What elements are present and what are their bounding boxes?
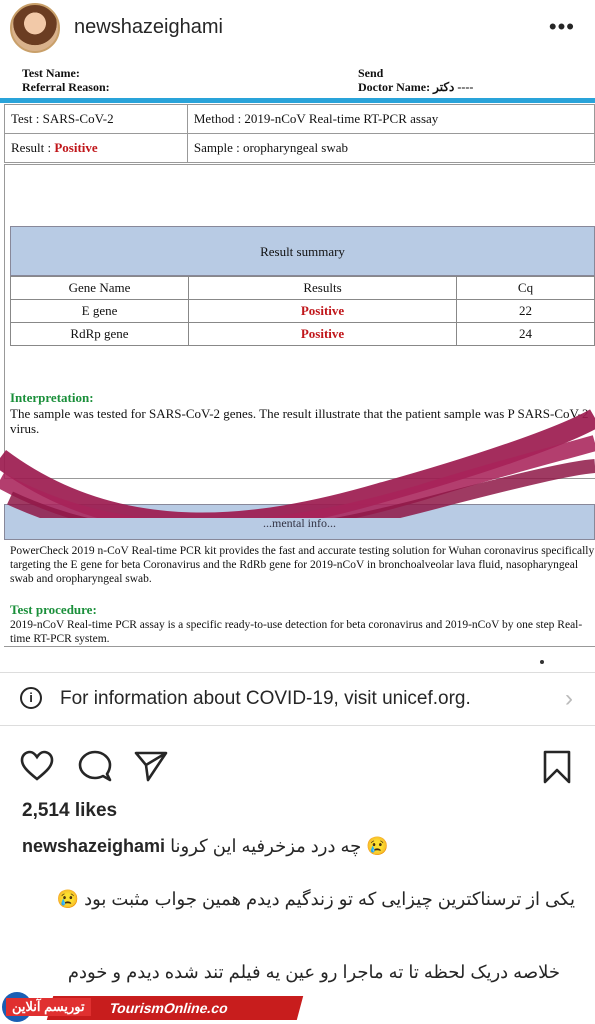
covid-info-banner[interactable] [0,672,595,726]
gene-results-table [10,276,595,346]
interpretation-heading: Interpretation: [10,390,94,405]
gene-name-cell: E gene [11,300,189,323]
post-username[interactable]: newshazeighami [74,16,223,38]
post-actions [0,744,595,788]
avatar[interactable] [10,3,60,53]
column-header-results: Results [189,277,457,300]
post-header [0,0,595,58]
table-header-row [11,277,595,300]
test-procedure-heading: Test procedure: [10,602,97,617]
doc-header [0,58,595,100]
caption-text-3: خلاصه دریک لحظه تا ته ماجرا رو عین یه فیلم تند شده دیدم و خودم [67,962,560,982]
caption-line-1 [22,836,582,857]
gene-cq-cell: 22 [457,300,595,323]
result-value: Positive [54,140,98,155]
column-header-cq: Cq [457,277,595,300]
doc-divider [0,98,595,103]
doc-bottom-border [4,646,595,647]
gene-cq-cell: 24 [457,323,595,346]
redaction-scribble [0,398,595,518]
column-header-gene: Gene Name [11,277,189,300]
test-name-label: Test Name: [22,66,80,80]
kit-info-band: ...mental info... [4,504,595,540]
test-info-table [4,104,595,163]
test-procedure-text: 2019-nCoV Real-time PCR assay is a specific ready-to-use detection for beta coronavirus and 2019-nCoV by one step Real-time RT-PCR system. [10,619,583,645]
share-icon[interactable] [134,750,168,782]
caption-text-1: چه درد مزخرفیه این کرونا 😢 [170,836,389,856]
gene-result-cell: Positive [189,300,457,323]
caption-text-2: یکی از ترسناکترین چیزایی که تو زندگیم دیدم همین جواب مثبت بود 😢 [56,889,575,909]
heart-icon[interactable] [20,750,54,782]
table-row [11,300,595,323]
result-summary-title: Result summary [10,226,595,276]
referral-reason-label: Referral Reason: [22,80,110,94]
test-cell: Test : SARS-CoV-2 [5,105,188,134]
doctor-name-label: Doctor Name: دکتر ---- [358,80,474,94]
chevron-right-icon: › [565,685,573,712]
more-options-icon[interactable]: ••• [548,14,575,39]
carousel-indicator [540,660,544,664]
kit-description: PowerCheck 2019 n-CoV Real-time PCR kit provides the fast and accurate testing solution for Wuhan coronavirus specifically targeting the E gene for beta Coronavirus and the RdRb gene for 2019-nCoV in bronchoalveolar lava fluid, nasopharyngeal swab and oropharyngeal swab. [10,545,595,585]
covid-info-text: For information about COVID-19, visit unicef.org. [60,688,471,709]
post-image[interactable] [0,58,595,650]
method-cell: Method : 2019-nCoV Real-time RT-PCR assay [187,105,594,134]
watermark-en-text: TourismOnline.co [107,1000,231,1016]
info-icon: i [20,687,42,709]
result-label: Result : [11,140,55,155]
caption-username[interactable]: newshazeighami [22,836,166,856]
sample-cell: Sample : oropharyngeal swab [187,134,594,163]
gene-result-cell: Positive [189,323,457,346]
watermark-fa-text: توریسم آنلاین [6,998,91,1016]
bookmark-icon[interactable] [542,750,572,784]
watermark-logo [0,990,300,1024]
send-label: Send [358,66,384,80]
likes-count[interactable]: 2,514 likes [22,800,118,821]
interpretation-text: The sample was tested for SARS-CoV-2 genes. The result illustrate that the patient sample was P SARS-CoV-2 virus. [10,406,589,436]
gene-name-cell: RdRp gene [11,323,189,346]
result-cell [5,134,188,163]
table-row [11,323,595,346]
comment-icon[interactable] [78,750,112,782]
